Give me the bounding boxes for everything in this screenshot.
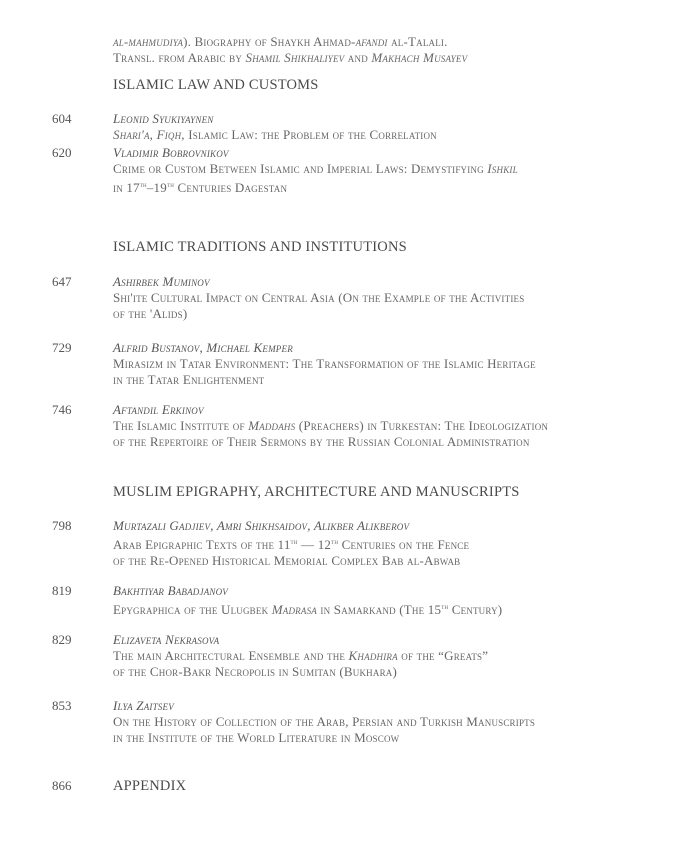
entry-text [113, 518, 469, 569]
text-segment: –19 [146, 180, 167, 195]
title-line [113, 372, 536, 388]
text-segment: and [344, 50, 372, 65]
entry-text [113, 632, 488, 680]
entry-text [113, 583, 502, 618]
entry-author: Aftandil Erkinov [113, 402, 204, 417]
page-number: 798 [52, 518, 72, 533]
text-segment: in 17 [113, 180, 140, 195]
title-line [113, 177, 518, 196]
text-segment: The main Architectural Ensemble and the [113, 648, 349, 663]
text-segment: Madrasa [271, 602, 317, 617]
text-segment: in Samarkand (The 15 [316, 602, 442, 617]
title-line [113, 553, 469, 569]
text-segment: in the Tatar Enlightenment [113, 372, 265, 387]
title-line [113, 306, 524, 322]
text-segment: of the Re-Opened Historical Memorial Complex Bab al-Abwab [113, 553, 461, 568]
page-number: 853 [52, 698, 72, 713]
text-segment: Epygraphica of the Ulugbek [113, 602, 272, 617]
text-segment: On the History of Collection of the Arab, Persian and Turkish Manuscripts [113, 714, 536, 729]
text-segment: Centuries Dagestan [174, 180, 288, 195]
title-line [113, 356, 536, 372]
page-number: 866 [52, 778, 72, 793]
title-line [113, 127, 437, 143]
title-line [113, 534, 469, 553]
text-segment: th [166, 181, 175, 189]
text-segment: Centuries on the Fence [338, 537, 470, 552]
entry-text [113, 145, 518, 196]
entry-text [113, 111, 437, 143]
title-line [113, 714, 535, 730]
text-segment: al-mahmudiya [113, 34, 184, 49]
text-segment: Transl. from Arabic by [113, 50, 246, 65]
entry-author: Alfrid Bustanov, Michael Kemper [113, 340, 293, 355]
page-number: 829 [52, 632, 72, 647]
text-segment: of the “Greats” [397, 648, 489, 663]
page-number: 620 [52, 145, 72, 160]
entry-text [113, 340, 536, 388]
page-number: 647 [52, 274, 72, 289]
text-segment: Arab Epigraphic Texts of the 11 [113, 537, 291, 552]
entry-text [113, 274, 524, 322]
text-segment: Mirasizm in Tatar Environment: The Transformation of the Islamic Heritage [113, 356, 536, 371]
entry-author: Murtazali Gadjiev, Amri Shikhsaidov, Alikber Alikberov [113, 518, 410, 533]
text-segment: th [139, 181, 147, 189]
title-line [113, 161, 518, 177]
text-segment: Century) [448, 602, 503, 617]
entry-author: Elizaveta Nekrasova [113, 632, 220, 647]
entry-author: Ashirbek Muminov [113, 274, 210, 289]
text-segment: of the Repertoire of Their Sermons by the Russian Colonial Administration [113, 434, 530, 449]
text-segment: th [441, 603, 449, 611]
entry-author: Ilya Zaitsev [113, 698, 174, 713]
appendix-heading: APPENDIX [113, 778, 187, 794]
text-segment: Islamic Law: the Problem of the Correlation [184, 127, 437, 142]
text-segment: al-Talali. [387, 34, 448, 49]
title-line [113, 418, 548, 434]
section-heading: ISLAMIC LAW AND CUSTOMS [113, 77, 319, 93]
text-segment: The Islamic Institute of [113, 418, 249, 433]
text-segment: Khadhira [348, 648, 398, 663]
page-number: 746 [52, 402, 72, 417]
text-segment: th [290, 538, 298, 546]
entry-text [113, 698, 535, 746]
text-segment: — 12 [297, 537, 332, 552]
page-number: 604 [52, 111, 72, 126]
title-line [113, 434, 548, 450]
text-segment: (Preachers) in Turkestan: The Ideologization [295, 418, 549, 433]
text-segment: Shari'a, Fiqh, [113, 127, 185, 142]
text-segment: in the Institute of the World Literature in Moscow [113, 730, 400, 745]
text-segment: Makhach Musayev [371, 50, 468, 65]
entry-author: Vladimir Bobrovnikov [113, 145, 229, 160]
entry-author: Leonid Syukiyaynen [113, 111, 214, 126]
text-segment: th [331, 538, 339, 546]
title-line [113, 648, 488, 664]
text-segment: Crime or Custom Between Islamic and Imperial Laws: Demystifying [113, 161, 488, 176]
page-number: 819 [52, 583, 72, 598]
text-segment: of the 'Alids) [113, 306, 188, 321]
section-heading: MUSLIM EPIGRAPHY, ARCHITECTURE AND MANUSCRIPTS [113, 484, 520, 500]
text-segment: Ishkil [487, 161, 518, 176]
entry-author: Bakhtiyar Babadjanov [113, 583, 228, 598]
title-line [113, 730, 535, 746]
title-line [113, 599, 502, 618]
text-segment: Shi'ite Cultural Impact on Central Asia (On the Example of the Activities [113, 290, 525, 305]
title-line [113, 664, 488, 680]
title-line [113, 50, 467, 66]
intro-text [113, 34, 467, 66]
page-number: 729 [52, 340, 72, 355]
text-segment: Shamil Shikhaliyev [245, 50, 345, 65]
text-segment: Maddahs [248, 418, 296, 433]
title-line [113, 34, 467, 50]
text-segment: ). Biography of Shaykh Ahmad- [183, 34, 356, 49]
entry-text [113, 402, 548, 450]
text-segment: of the Chor-Bakr Necropolis in Sumitan (Bukhara) [113, 664, 398, 679]
title-line [113, 290, 524, 306]
text-segment: afandi [355, 34, 388, 49]
section-heading: ISLAMIC TRADITIONS AND INSTITUTIONS [113, 239, 407, 255]
